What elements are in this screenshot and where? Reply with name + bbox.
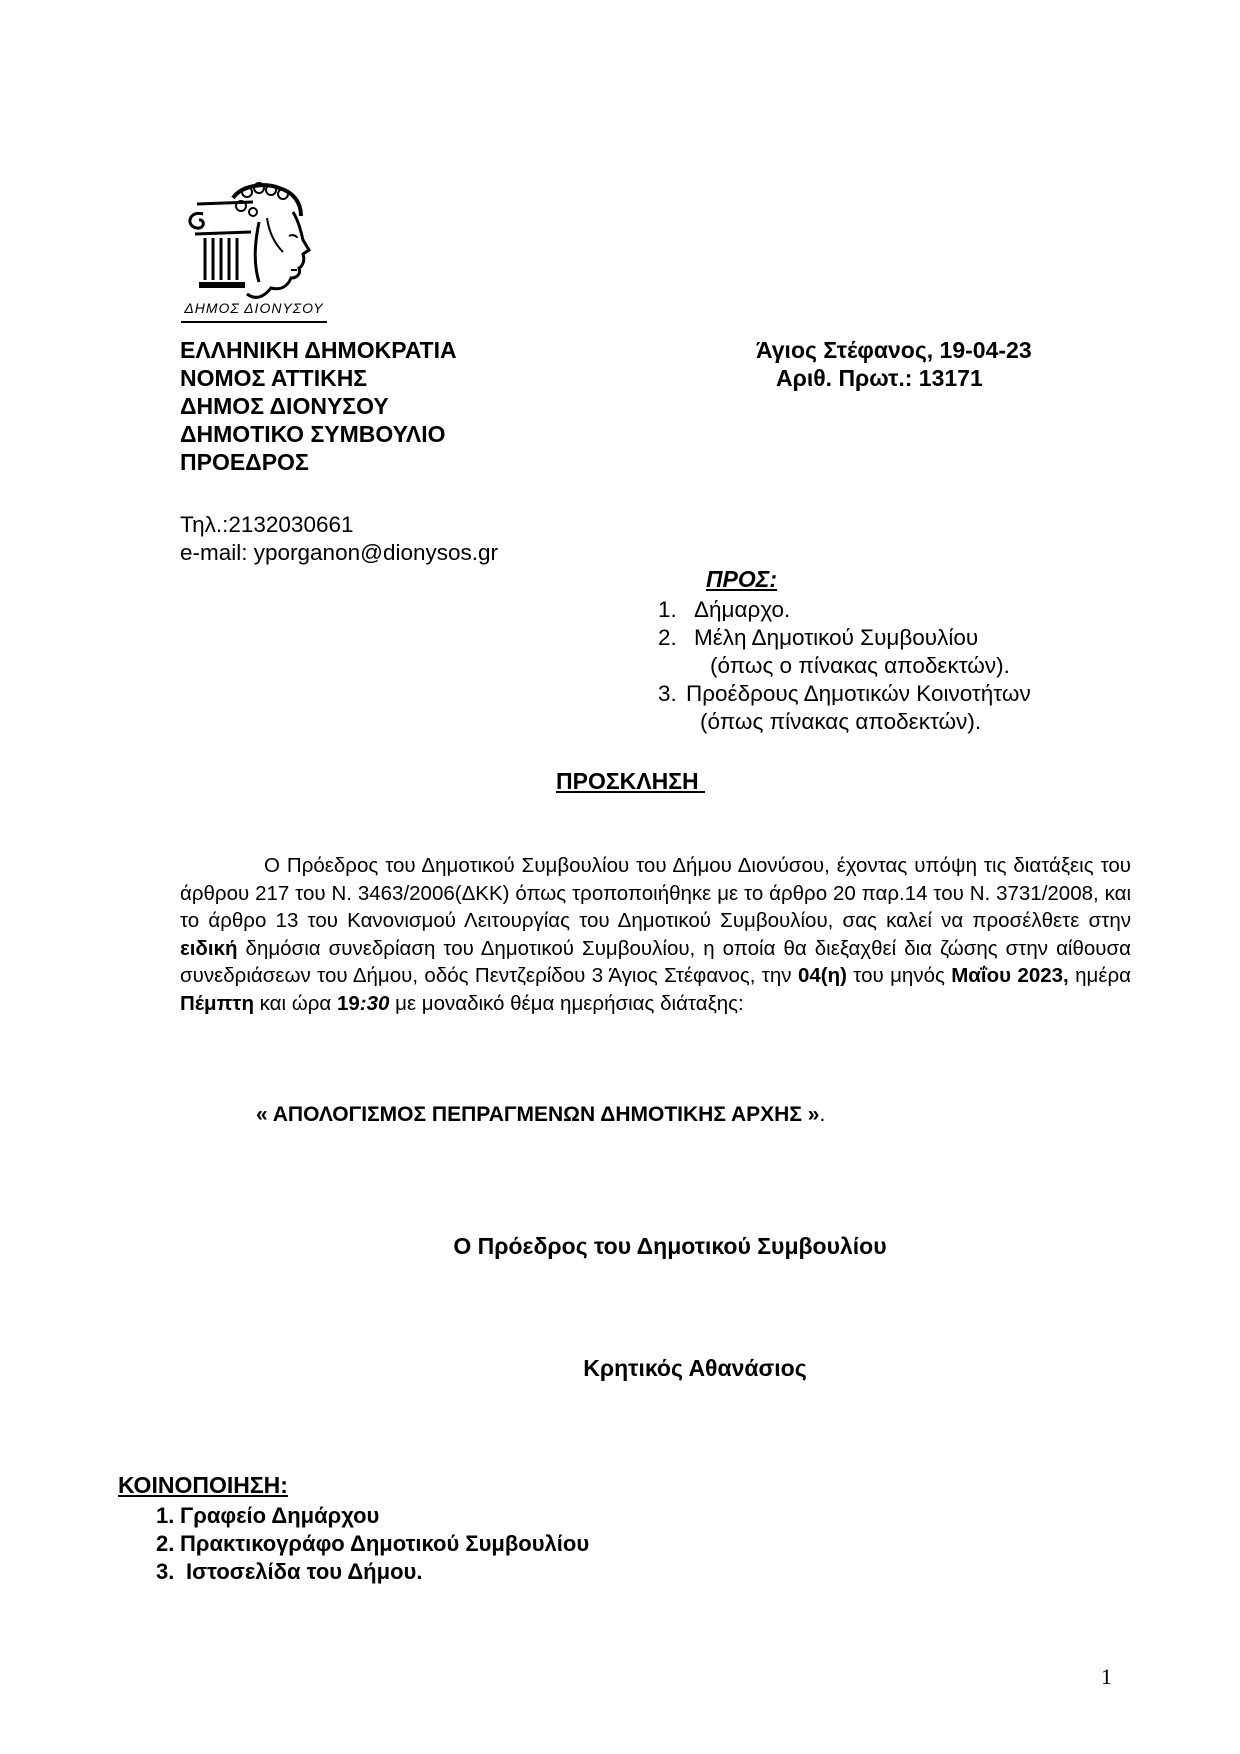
list-item: 3. Προέδρους Δημοτικών Κοινοτήτων bbox=[658, 681, 1031, 706]
issuer-line: ΔΗΜΟΣ ΔΙΟΝΥΣΟΥ bbox=[180, 393, 389, 419]
recipients-title: ΠΡΟΣ: bbox=[706, 566, 777, 592]
issuer-line: ΝΟΜΟΣ ΑΤΤΙΚΗΣ bbox=[180, 365, 368, 391]
contact-block bbox=[180, 511, 660, 567]
meeting-month: Μαΐου 2023, bbox=[951, 964, 1069, 987]
protocol-number: Αριθ. Πρωτ.: 13171 bbox=[776, 365, 983, 391]
issuer-block bbox=[180, 336, 620, 476]
meeting-minutes: :30 bbox=[359, 991, 390, 1015]
list-item: 3. Ιστοσελίδα του Δήμου. bbox=[156, 1559, 423, 1584]
signatory-role: Ο Πρόεδρος του Δημοτικού Συμβουλίου bbox=[453, 1233, 887, 1259]
issuer-line: ΠΡΟΕΔΡΟΣ bbox=[180, 449, 309, 475]
logo-caption: ΔΗΜΟΣ ΔΙΟΝΥΣΟΥ bbox=[184, 300, 324, 316]
issuer-line: ΔΗΜΟΤΙΚΟ ΣΥΜΒΟΥΛΙΟ bbox=[180, 421, 446, 447]
list-item: 1. Γραφείο Δημάρχου bbox=[156, 1503, 380, 1528]
meeting-hour: 19 bbox=[336, 991, 360, 1015]
session-type: ειδική bbox=[180, 936, 238, 960]
phone-text: Τηλ.:2132030661 bbox=[180, 512, 354, 537]
place-date: Άγιος Στέφανος, 19-04-23 bbox=[756, 337, 1032, 363]
notification-list bbox=[156, 1502, 856, 1586]
agenda-subject: « ΑΠΟΛΟΓΙΣΜΟΣ ΠΕΠΡΑΓΜΕΝΩΝ ΔΗΜΟΤΙΚΗΣ ΑΡΧΗΣ ». bbox=[256, 1103, 826, 1126]
recipients-list bbox=[658, 596, 1118, 736]
invitation-title: ΠΡΟΣΚΛΗΣΗ bbox=[556, 768, 699, 794]
list-item-sub: (όπως ο πίνακας αποδεκτών). bbox=[710, 653, 1010, 678]
meeting-weekday: Πέμπτη bbox=[180, 991, 254, 1015]
meeting-day: 04(η) bbox=[797, 964, 847, 987]
list-item-sub: (όπως πίνακας αποδεκτών). bbox=[700, 709, 982, 734]
email-text: e-mail: yporganon@dionysos.gr bbox=[180, 540, 498, 565]
municipality-logo bbox=[175, 182, 345, 328]
signatory-name: Κρητικός Αθανάσιος bbox=[583, 1355, 807, 1381]
list-item: 2. Μέλη Δημοτικού Συμβουλίου bbox=[658, 625, 979, 650]
list-item: 1. Δήμαρχο. bbox=[658, 597, 791, 622]
issuer-line: ΕΛΛΗΝΙΚΗ ΔΗΜΟΚΡΑΤΙΑ bbox=[180, 337, 457, 363]
notification-title: ΚΟΙΝΟΠΟΙΗΣΗ: bbox=[118, 1472, 288, 1498]
list-item: 2. Πρακτικογράφο Δημοτικού Συμβουλίου bbox=[156, 1531, 590, 1556]
invitation-body: Ο Πρόεδρος του Δημοτικού Συμβουλίου του Δήμου Διονύσου, έχοντας υπόψη τις διατάξεις του άρθρου 217 του Ν. 3463/2006(ΔΚΚ) όπως τροποποιήθηκε με το άρθρο 20 παρ.14 του Ν. 3731/2008, και το άρθρο 13 του Κανονισμού Λειτουργίας του Δημοτικού Συμβουλίου, σας καλεί να προσέλθετε στην ειδική δημόσια συνεδρίαση του Δημοτικού Συμβουλίου, η οποία θα διεξαχθεί δια ζώσης στην αίθουσα συνεδριάσεων του Δήμου, οδός Πεντζερίδου 3 Άγιος Στέφανος, την 04(η) του μηνός Μαΐου 2023, ημέρα Πέμπτη και ώρα 19:30 με μοναδικό θέμα ημερήσιας διάταξης: bbox=[180, 854, 1131, 1015]
date-block bbox=[756, 336, 1096, 392]
page-number: 1 bbox=[1101, 1664, 1112, 1689]
